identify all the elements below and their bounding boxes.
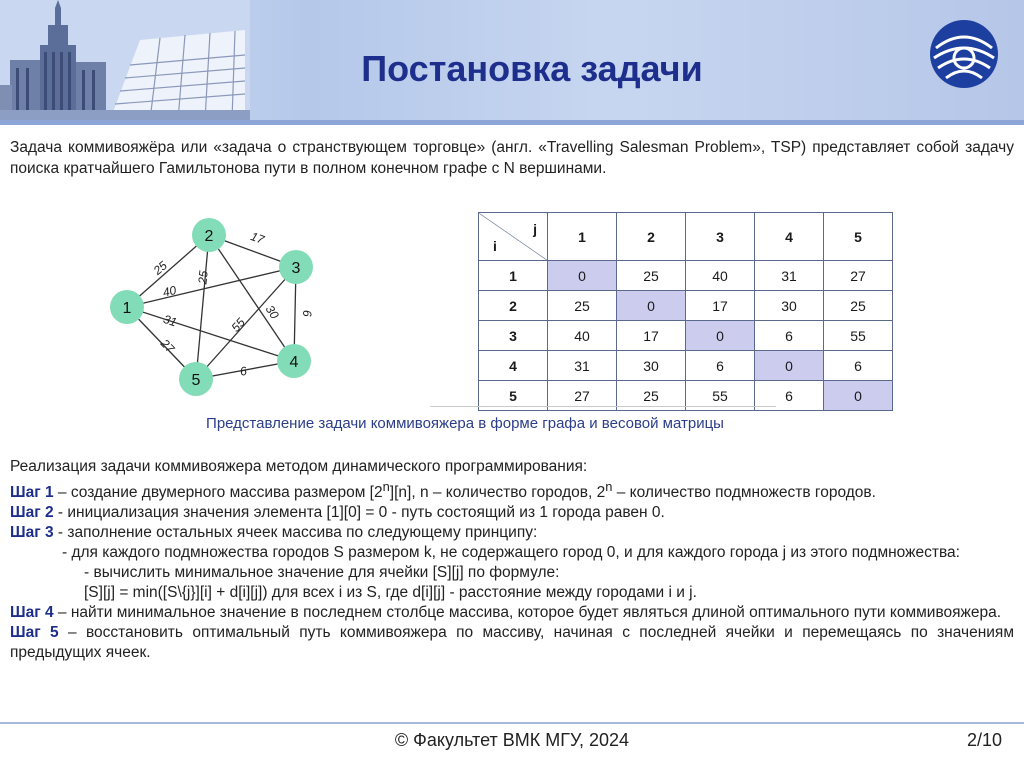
matrix-cell: 6 — [686, 351, 755, 381]
step-text: - инициализация значения элемента [1][0] = 0 - путь состоящий из 1 города равен 0. — [53, 504, 665, 522]
algorithm-description — [10, 457, 1014, 663]
row-header: 2 — [479, 291, 548, 321]
table-row — [479, 321, 893, 351]
superscript: n — [382, 479, 390, 494]
node-label-3: 3 — [291, 260, 301, 277]
header — [0, 0, 1024, 125]
matrix-cell: 27 — [548, 381, 617, 411]
step-label: Шаг 2 — [10, 504, 54, 522]
weighted-graph — [105, 210, 335, 400]
row-header: 4 — [479, 351, 548, 381]
row-header: 1 — [479, 261, 548, 291]
footer-copyright: © Факультет ВМК МГУ, 2024 — [394, 730, 630, 750]
edge-weight-2-4: 30 — [262, 302, 282, 322]
matrix-cell: 25 — [617, 261, 686, 291]
step-label: Шаг 3 — [10, 524, 54, 542]
matrix-cell: 27 — [824, 261, 893, 291]
matrix-cell: 31 — [548, 351, 617, 381]
node-label-5: 5 — [191, 372, 201, 389]
superscript: n — [605, 479, 613, 494]
weight-matrix — [478, 212, 893, 411]
step-3 — [10, 523, 1014, 543]
algo-intro: Реализация задачи коммивояжера методом динамического программирования: — [10, 458, 588, 475]
row-axis-label: i — [493, 238, 497, 254]
col-header: 4 — [755, 213, 824, 261]
step-text: – найти минимальное значение в последнем столбце массива, которое будет являться длиной оптимального пути коммивояжера. — [53, 604, 1002, 622]
matrix-cell: 25 — [617, 381, 686, 411]
step-1 — [10, 477, 1014, 503]
page-title: Постановка задачи — [361, 48, 703, 89]
table-row — [479, 291, 893, 321]
row-header: 3 — [479, 321, 548, 351]
step-text: ][n], n – количество городов, 2 — [389, 484, 606, 502]
page-number: 2/10 — [966, 730, 1002, 750]
figure-caption: Представление задачи коммивояжера в форме графа и весовой матрицы — [206, 415, 724, 432]
step-3-sub-2: - вычислить минимальное значение для ячейки [S][j] по формуле: — [84, 564, 560, 582]
matrix-cell: 0 — [617, 291, 686, 321]
matrix-cell: 0 — [686, 321, 755, 351]
edge-weight-4-5: 6 — [238, 363, 248, 379]
edge-2-4 — [209, 235, 294, 361]
matrix-cell: 55 — [686, 381, 755, 411]
matrix-cell: 17 — [686, 291, 755, 321]
matrix-cell: 0 — [755, 351, 824, 381]
node-label-1: 1 — [122, 300, 132, 317]
edge-weight-2-3: 17 — [248, 229, 267, 247]
edge-weight-1-2: 25 — [150, 258, 170, 278]
caption-divider — [430, 406, 776, 407]
step-text: – восстановить оптимальный путь коммивояжера по массиву, начиная с последней ячейки и перемещаясь по значениям предыдущих ячеек. — [10, 624, 1014, 662]
table-row — [479, 261, 893, 291]
col-header: 5 — [824, 213, 893, 261]
matrix-cell: 6 — [755, 381, 824, 411]
matrix-cell: 25 — [824, 291, 893, 321]
col-header: 1 — [548, 213, 617, 261]
step-text: - заполнение остальных ячеек массива по следующему принципу: — [53, 524, 538, 542]
edge-weight-1-4: 31 — [161, 311, 179, 330]
footer-divider — [0, 722, 1024, 724]
matrix-cell: 0 — [824, 381, 893, 411]
node-label-4: 4 — [289, 354, 299, 371]
edge-weight-1-5: 27 — [157, 336, 178, 356]
step-text: – создание двумерного массива размером [2 — [53, 484, 383, 502]
matrix-cell: 55 — [824, 321, 893, 351]
matrix-cell: 30 — [617, 351, 686, 381]
edge-weight-1-3: 40 — [161, 282, 178, 300]
matrix-cell: 17 — [617, 321, 686, 351]
matrix-cell: 6 — [824, 351, 893, 381]
matrix-cell: 6 — [755, 321, 824, 351]
matrix-cell: 40 — [686, 261, 755, 291]
col-header: 2 — [617, 213, 686, 261]
table-row — [479, 351, 893, 381]
matrix-cell: 25 — [548, 291, 617, 321]
intro-paragraph: Задача коммивояжёра или «задача о странствующем торговце» (англ. «Travelling Salesman Problem», TSP) представляет собой задачу поиска кратчайшего Гамильтонова пути в полном конечном графе с N вершинами. — [10, 139, 1014, 177]
edge-weight-2-5: 25 — [195, 269, 211, 285]
step-4 — [10, 603, 1014, 623]
step-2 — [10, 503, 1014, 523]
footer — [0, 722, 1024, 767]
step-label: Шаг 1 — [10, 484, 54, 502]
node-label-2: 2 — [204, 228, 214, 245]
col-header: 3 — [686, 213, 755, 261]
step-5 — [10, 623, 1014, 663]
edge-2-5 — [196, 235, 209, 379]
header-divider — [0, 120, 1024, 125]
row-header: 5 — [479, 381, 548, 411]
matrix-cell: 40 — [548, 321, 617, 351]
edge-weight-3-5: 55 — [228, 315, 248, 335]
step-text: – количество подмножеств городов. — [612, 484, 876, 502]
matrix-cell: 0 — [548, 261, 617, 291]
edge-1-3 — [127, 267, 296, 307]
edge-weight-3-4: 6 — [300, 310, 314, 317]
matrix-corner — [479, 213, 548, 261]
col-axis-label: j — [533, 221, 537, 237]
matrix-cell: 30 — [755, 291, 824, 321]
faculty-logo-icon — [928, 18, 1000, 90]
matrix-cell: 31 — [755, 261, 824, 291]
step-3-formula: [S][j] = min([S\{j}][i] + d[i][j]) для всех i из S, где d[i][j] - расстояние между городами i и j. — [84, 584, 697, 602]
step-label: Шаг 4 — [10, 604, 54, 622]
step-3-sub-1: - для каждого подмножества городов S размером k, не содержащего город 0, и для каждого города j из этого подмножества: — [62, 544, 960, 562]
step-label: Шаг 5 — [10, 624, 59, 642]
